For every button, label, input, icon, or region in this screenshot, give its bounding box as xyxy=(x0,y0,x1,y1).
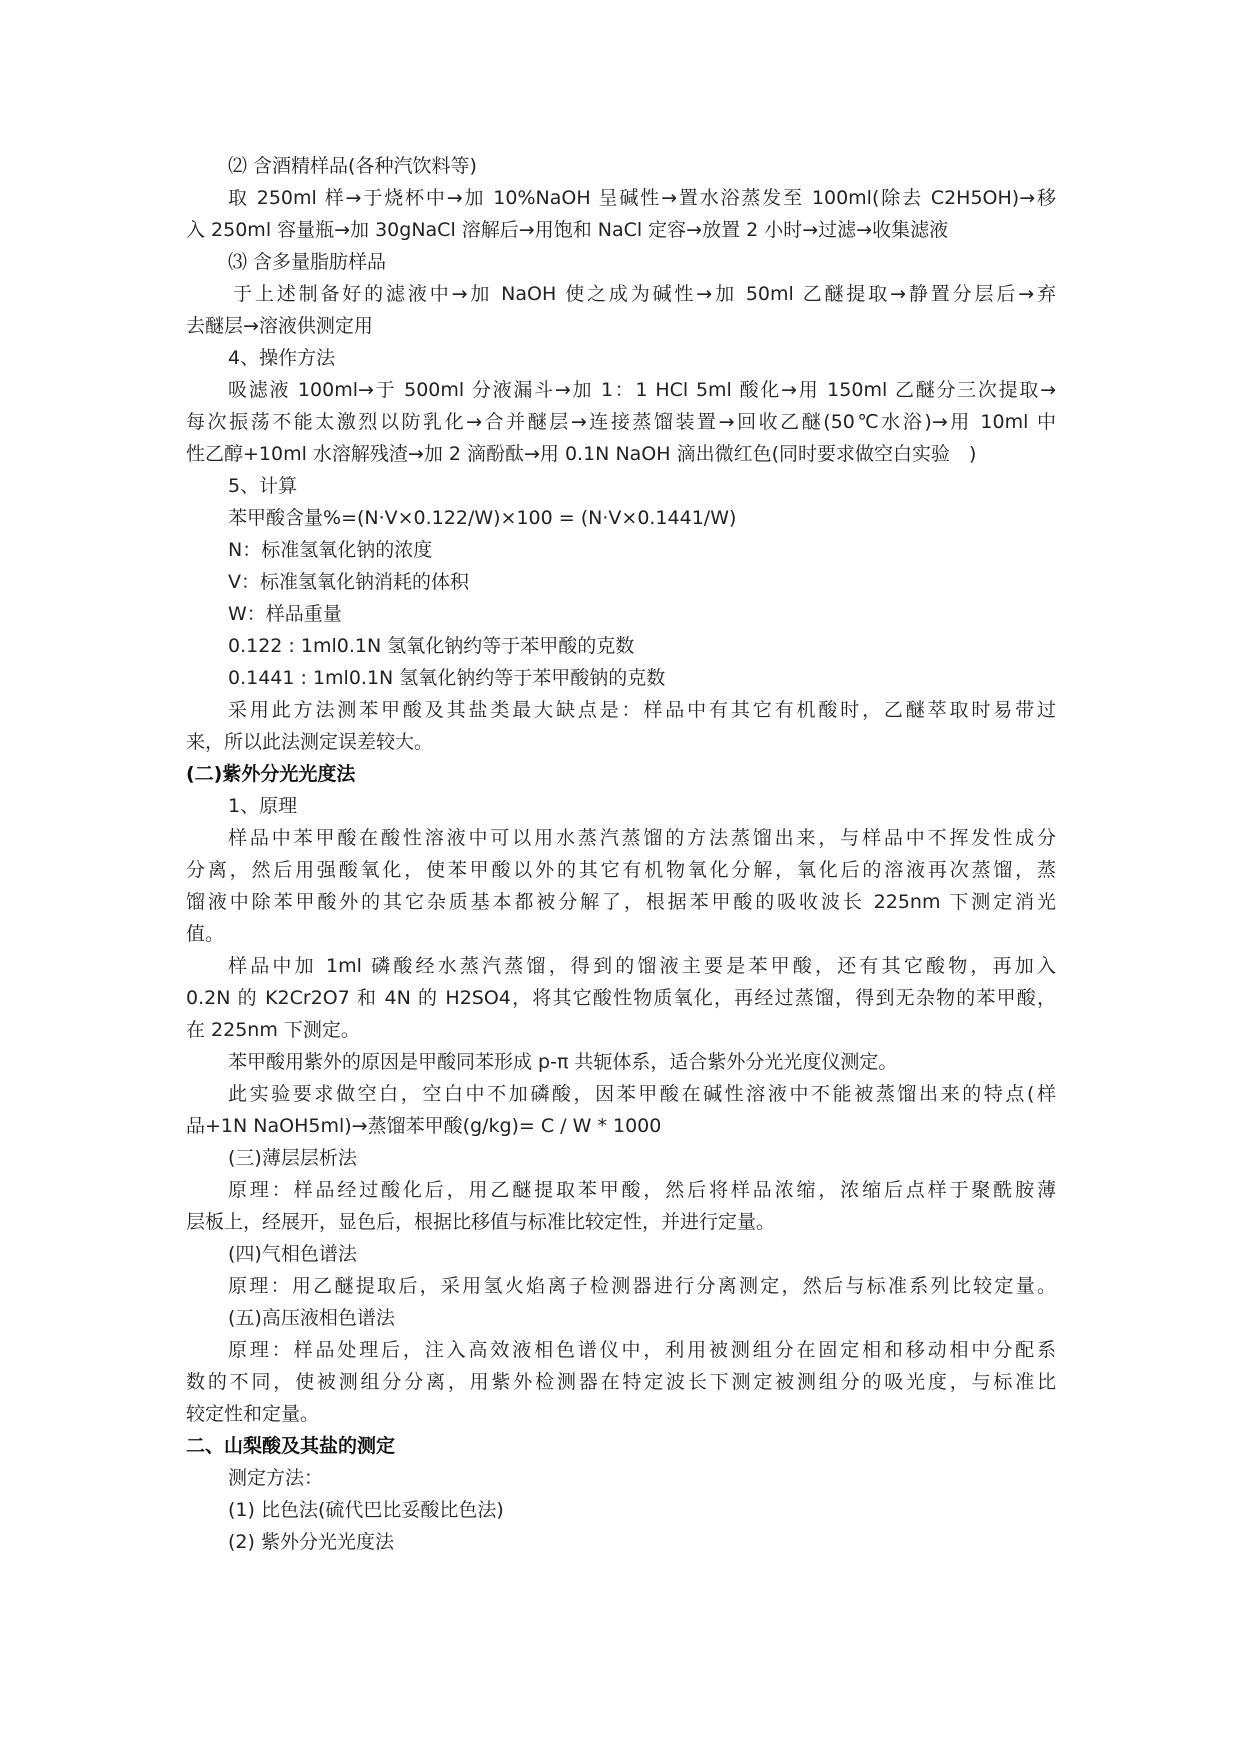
subsection-heading: (四)气相色谱法 xyxy=(228,1243,357,1265)
section-heading: 4、操作方法 xyxy=(228,347,336,369)
chapter-heading: 二、山梨酸及其盐的测定 xyxy=(186,1435,396,1457)
section-heading: 1、原理 xyxy=(228,795,298,817)
subsection-heading: ⑵ 含酒精样品(各种汽饮料等) xyxy=(228,155,477,177)
paragraph-line: 较定性和定量。 xyxy=(186,1403,320,1425)
paragraph-line: 吸滤液 100ml→于 500ml 分液漏斗→加 1：1 HCl 5ml 酸化→用 150ml 乙醚分三次提取→ xyxy=(228,379,1056,401)
paragraph-line: 苯甲酸用紫外的原因是甲酸同苯形成 p-π 共轭体系，适合紫外分光光度仪测定。 xyxy=(228,1051,898,1073)
definition-line: W：样品重量 xyxy=(228,603,342,625)
paragraph-line: 在 225nm 下测定。 xyxy=(186,1019,360,1041)
paragraph-line: 来，所以此法测定误差较大。 xyxy=(186,731,434,753)
paragraph-line: 0.2N 的 K2Cr2O7 和 4N 的 H2SO4，将其它酸性物质氧化，再经过蒸馏，得到无杂物的苯甲酸， xyxy=(186,987,1056,1009)
definition-line: 0.122 : 1ml0.1N 氢氧化钠约等于苯甲酸的克数 xyxy=(228,635,635,657)
definition-line: 0.1441 : 1ml0.1N 氢氧化钠约等于苯甲酸钠的克数 xyxy=(228,667,666,689)
subsection-heading: (五)高压液相色谱法 xyxy=(228,1307,395,1329)
paragraph-line: 数的不同，使被测组分分离，用紫外检测器在特定波长下测定被测组分的吸光度，与标准比 xyxy=(186,1371,1056,1393)
definition-line: V：标准氢氧化钠消耗的体积 xyxy=(228,571,469,593)
paragraph-line: 样品中加 1ml 磷酸经水蒸汽蒸馏，得到的馏液主要是苯甲酸，还有其它酸物，再加入 xyxy=(228,955,1056,977)
formula-line: 苯甲酸含量%=(N·V×0.122/W)×100 = (N·V×0.1441/W) xyxy=(228,507,737,529)
paragraph-line: 采用此方法测苯甲酸及其盐类最大缺点是：样品中有其它有机酸时，乙醚萃取时易带过 xyxy=(228,699,1056,721)
paragraph-line: 层板上，经展开，显色后，根据比移值与标准比较定性，并进行定量。 xyxy=(186,1211,776,1233)
paragraph-line: 入 250ml 容量瓶→加 30gNaCl 溶解后→用饱和 NaCl 定容→放置 2 小时→过滤→收集滤液 xyxy=(186,219,949,241)
paragraph-line: 原理：用乙醚提取后，采用氢火焰离子检测器进行分离测定，然后与标准系列比较定量。 xyxy=(228,1275,1056,1297)
paragraph-line: 原理：样品经过酸化后，用乙醚提取苯甲酸，然后将样品浓缩，浓缩后点样于聚酰胺薄 xyxy=(228,1179,1056,1201)
paragraph-line: 此实验要求做空白，空白中不加磷酸，因苯甲酸在碱性溶液中不能被蒸馏出来的特点(样 xyxy=(228,1083,1056,1105)
paragraph-line: 样品中苯甲酸在酸性溶液中可以用水蒸汽蒸馏的方法蒸馏出来，与样品中不挥发性成分 xyxy=(228,827,1056,849)
section-heading: 5、计算 xyxy=(228,475,298,497)
document-page xyxy=(186,150,1056,1558)
subsection-heading: ⑶ 含多量脂肪样品 xyxy=(228,251,387,273)
list-item: (1) 比色法(硫代巴比妥酸比色法) xyxy=(228,1499,504,1521)
paragraph-line: 原理：样品处理后，注入高效液相色谱仪中，利用被测组分在固定相和移动相中分配系 xyxy=(228,1339,1056,1361)
chapter-heading: (二)紫外分光光度法 xyxy=(186,763,356,785)
paragraph-line: 品+1N NaOH5ml)→蒸馏苯甲酸(g/kg)= C / W * 1000 xyxy=(186,1115,662,1137)
paragraph-line: 测定方法： xyxy=(228,1467,324,1489)
paragraph-line: 去醚层→溶液供测定用 xyxy=(186,315,373,337)
definition-line: N：标准氢氧化钠的浓度 xyxy=(228,539,433,561)
paragraph-line: 每次振荡不能太激烈以防乳化→合并醚层→连接蒸馏装置→回收乙醚(50℃水浴)→用 10ml 中 xyxy=(186,411,1056,433)
paragraph-line: 分离，然后用强酸氧化，使苯甲酸以外的其它有机物氧化分解，氧化后的溶液再次蒸馏，蒸 xyxy=(186,859,1056,881)
paragraph-line: 馏液中除苯甲酸外的其它杂质基本都被分解了，根据苯甲酸的吸收波长 225nm 下测定消光 xyxy=(186,891,1056,913)
paragraph-line: 值。 xyxy=(186,923,225,945)
paragraph-line: 于上述制备好的滤液中→加 NaOH 使之成为碱性→加 50ml 乙醚提取→静置分层后→弃 xyxy=(233,283,1056,305)
subsection-heading: (三)薄层层析法 xyxy=(228,1147,357,1169)
list-item: (2) 紫外分光光度法 xyxy=(228,1531,394,1553)
paragraph-line: 性乙醇+10ml 水溶解残渣→加 2 滴酚酞→用 0.1N NaOH 滴出微红色(同时要求做空白实验 ) xyxy=(186,443,977,465)
paragraph-line: 取 250ml 样→于烧杯中→加 10%NaOH 呈碱性→置水浴蒸发至 100ml(除去 C2H5OH)→移 xyxy=(228,187,1056,209)
